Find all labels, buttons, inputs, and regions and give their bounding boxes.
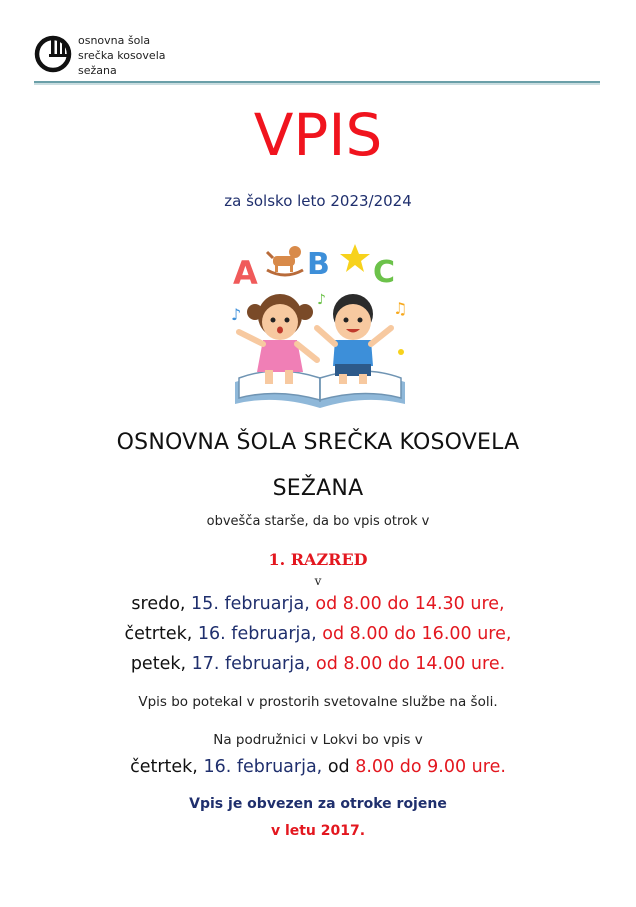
branch-time: 8.00 do 9.00 ure. (355, 757, 506, 777)
schedule-time: od 8.00 do 16.00 ure, (322, 624, 512, 644)
branch-day: četrtek, (130, 757, 198, 777)
schedule-date: 16. februarja, (197, 624, 317, 644)
branch-note: Na podružnici v Lokvi bo vpis v (213, 732, 423, 748)
schedule-time: od 8.00 do 14.30 ure, (315, 594, 505, 614)
footer-line1: Vpis je obvezen za otroke rojene (189, 796, 447, 812)
schedule-time: od 8.00 do 14.00 ure. (315, 654, 506, 674)
schedule-day: sredo, (131, 594, 186, 614)
school-logo-icon (34, 35, 72, 73)
schedule-day: petek, (130, 654, 187, 674)
schedule-date: 17. februarja, (191, 654, 311, 674)
v-word: v (314, 574, 322, 588)
school-year: za šolsko leto 2023/2024 (224, 192, 412, 210)
school-name-line2: SEŽANA (272, 476, 364, 501)
grade-label: 1. RAZRED (268, 550, 368, 569)
header-divider (34, 81, 600, 83)
branch-date: 16. februarja, (203, 757, 323, 777)
schedule-date: 15. februarja, (191, 594, 310, 614)
svg-text:A: A (233, 254, 258, 292)
schedule-line (0, 624, 636, 644)
logo-line: osnovna šola (78, 34, 151, 47)
location-note: Vpis bo potekal v prostorih svetovalne službe na šoli. (138, 694, 498, 710)
announcement-text: obvešča starše, da bo vpis otrok v (206, 514, 430, 529)
svg-text:♪: ♪ (231, 305, 242, 324)
svg-text:C: C (373, 255, 396, 290)
school-name-line1: OSNOVNA ŠOLA SREČKA KOSOVELA (116, 430, 520, 455)
branch-schedule-line (0, 757, 636, 777)
footer-line2: v letu 2017. (270, 823, 366, 839)
page-title: VPIS (253, 101, 383, 169)
logo-line: srečka kosovela (78, 49, 166, 62)
svg-text:♪: ♪ (317, 292, 326, 308)
schedule-day: četrtek, (124, 624, 193, 644)
svg-text:B: B (307, 247, 330, 282)
logo-line: sežana (78, 64, 117, 77)
logo-text (78, 33, 165, 78)
school-logo (34, 33, 234, 81)
branch-od: od (327, 757, 350, 777)
schedule-line (0, 594, 636, 614)
children-reading-book-illustration (225, 232, 415, 412)
schedule-line (0, 654, 636, 674)
svg-text:♫: ♫ (393, 299, 408, 318)
